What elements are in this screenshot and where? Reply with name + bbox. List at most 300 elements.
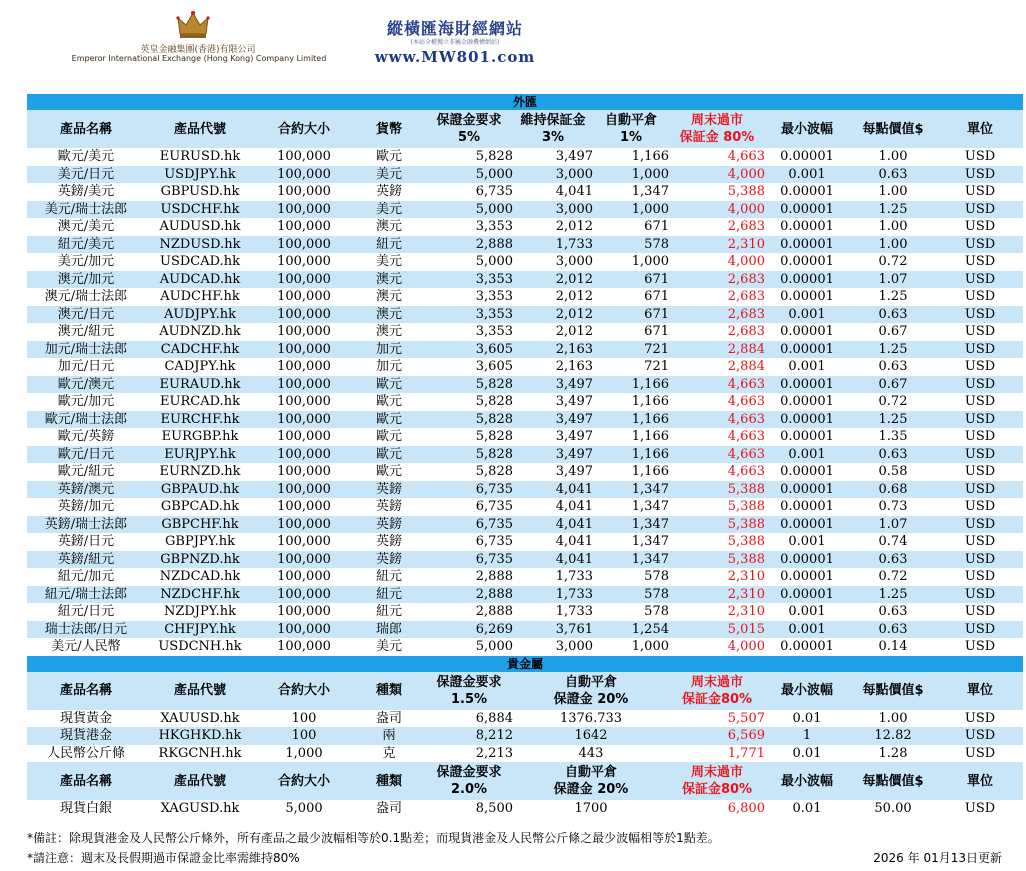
fx-product-code: GBPUSD.hk bbox=[160, 184, 240, 199]
silver-header-type: 種類 bbox=[353, 762, 425, 800]
site-title: 縱橫匯海財經網站 bbox=[386, 19, 523, 38]
fx-header-name: 產品名稱 bbox=[27, 110, 145, 148]
metals-contract-size: 100 bbox=[255, 727, 353, 745]
fx-per-point-value: 1.25 bbox=[849, 201, 937, 219]
fx-weekend-margin: 2,683 bbox=[727, 289, 765, 304]
silver-auto-close: 1700 bbox=[574, 801, 608, 816]
fx-product-name: 歐元/英鎊 bbox=[57, 429, 115, 444]
fx-product-code: CADCHF.hk bbox=[145, 341, 255, 359]
fx-per-point-value: 1.00 bbox=[849, 236, 937, 254]
silver-header-auto bbox=[513, 762, 669, 800]
fx-min-tick: 0.00001 bbox=[780, 289, 834, 304]
metals-product-code: XAUUSD.hk bbox=[160, 710, 240, 726]
fx-row bbox=[27, 218, 1023, 236]
fx-weekend-margin: 4,000 bbox=[727, 639, 765, 654]
fx-currency: 歐元 bbox=[375, 429, 402, 444]
fx-margin-req: 5,000 bbox=[475, 254, 513, 269]
fx-auto-close: 1,166 bbox=[593, 376, 669, 394]
fx-header-currency: 貨幣 bbox=[353, 110, 425, 148]
fx-min-tick: 0.00001 bbox=[780, 639, 834, 654]
fx-maint-margin: 4,041 bbox=[513, 481, 593, 499]
silver-header-auto-pct: 保證金 20% bbox=[553, 782, 629, 797]
fx-weekend-margin: 5,388 bbox=[669, 481, 765, 499]
metals-header-unit: 單位 bbox=[937, 672, 1023, 710]
fx-product-name: 英鎊/日元 bbox=[57, 534, 115, 549]
metals-margin-req: 6,884 bbox=[475, 710, 513, 726]
fx-per-point-value: 0.74 bbox=[878, 534, 908, 549]
fx-row bbox=[27, 271, 1023, 289]
fx-margin-req: 5,828 bbox=[475, 149, 513, 164]
metals-type: 盎司 bbox=[375, 710, 402, 726]
fx-currency: 美元 bbox=[375, 639, 402, 654]
fx-contract-size: 100,000 bbox=[255, 551, 353, 569]
fx-per-point-value: 1.25 bbox=[849, 341, 937, 359]
fx-product-code: GBPJPY.hk bbox=[165, 534, 235, 549]
fx-row bbox=[27, 393, 1023, 411]
fx-margin-req: 5,000 bbox=[425, 201, 513, 219]
fx-auto-close: 1,000 bbox=[593, 201, 669, 219]
fx-product-name: 英鎊/澳元 bbox=[27, 481, 145, 499]
metals-header-auto-pct: 保證金 20% bbox=[553, 691, 629, 707]
fx-margin-req: 6,735 bbox=[425, 551, 513, 569]
fx-currency: 英鎊 bbox=[375, 534, 402, 549]
fx-contract-size: 100,000 bbox=[255, 376, 353, 394]
fx-contract-size: 100,000 bbox=[255, 236, 353, 254]
fx-per-point-value: 0.67 bbox=[878, 324, 908, 339]
fx-product-code: USDCNH.hk bbox=[158, 639, 242, 654]
fx-unit: USD bbox=[937, 516, 1023, 534]
fx-maint-margin: 1,733 bbox=[555, 604, 593, 619]
fx-unit: USD bbox=[964, 254, 996, 269]
metals-product-code: HKGHKD.hk bbox=[145, 727, 255, 745]
fx-currency: 英鎊 bbox=[375, 499, 402, 514]
fx-header-auto bbox=[593, 110, 669, 148]
silver-header-margin-label: 保證金要求 bbox=[436, 765, 502, 780]
fx-auto-close: 578 bbox=[593, 236, 669, 254]
silver-product-code: XAGUSD.hk bbox=[160, 801, 240, 816]
fx-maint-margin: 3,000 bbox=[555, 254, 593, 269]
metals-header-weekend bbox=[669, 672, 765, 710]
fx-per-point-value: 1.25 bbox=[849, 411, 937, 429]
metals-unit: USD bbox=[964, 710, 996, 726]
fx-currency: 歐元 bbox=[375, 149, 402, 164]
fx-row bbox=[27, 148, 1023, 166]
fx-margin-req: 2,888 bbox=[475, 604, 513, 619]
fx-contract-size: 100,000 bbox=[255, 621, 353, 639]
fx-currency: 歐元 bbox=[353, 446, 425, 464]
fx-per-point-value: 0.14 bbox=[878, 639, 908, 654]
fx-maint-margin: 3,497 bbox=[513, 376, 593, 394]
metals-auto-close: 1642 bbox=[513, 727, 669, 745]
fx-auto-close: 671 bbox=[644, 289, 669, 304]
fx-currency: 英鎊 bbox=[353, 516, 425, 534]
silver-header-name: 產品名稱 bbox=[27, 762, 145, 800]
fx-per-point-value: 0.63 bbox=[849, 551, 937, 569]
fx-currency: 澳元 bbox=[375, 289, 402, 304]
fx-product-code: GBPNZD.hk bbox=[145, 551, 255, 569]
fx-per-point-value: 1.25 bbox=[849, 586, 937, 604]
fx-weekend-margin: 2,884 bbox=[727, 359, 765, 374]
fx-weekend-margin: 2,310 bbox=[727, 604, 765, 619]
metals-row bbox=[27, 727, 1023, 745]
fx-auto-close: 1,347 bbox=[593, 481, 669, 499]
metals-header-per-point: 每點價值$ bbox=[849, 672, 937, 710]
fx-auto-close: 1,166 bbox=[593, 446, 669, 464]
fx-contract-size: 100,000 bbox=[255, 166, 353, 184]
fx-contract-size: 100,000 bbox=[277, 499, 331, 514]
fx-row bbox=[27, 253, 1023, 271]
fx-auto-close: 1,166 bbox=[631, 429, 669, 444]
fx-weekend-margin: 2,310 bbox=[669, 236, 765, 254]
silver-weekend-margin: 6,800 bbox=[727, 801, 765, 816]
fx-header-maint bbox=[513, 110, 593, 148]
fx-header-unit: 單位 bbox=[937, 110, 1023, 148]
fx-maint-margin: 1,733 bbox=[513, 586, 593, 604]
fx-header-auto-pct: 1% bbox=[619, 130, 643, 145]
fx-maint-margin: 3,000 bbox=[555, 639, 593, 654]
fx-header-code: 產品代號 bbox=[145, 110, 255, 148]
fx-product-name: 美元/加元 bbox=[57, 254, 115, 269]
fx-min-tick: 0.001 bbox=[765, 446, 849, 464]
metals-contract-size: 100 bbox=[291, 710, 317, 726]
fx-product-code: AUDCAD.hk bbox=[145, 271, 255, 289]
fx-auto-close: 671 bbox=[593, 306, 669, 324]
fx-min-tick: 0.00001 bbox=[765, 201, 849, 219]
fx-product-name: 歐元/加元 bbox=[57, 394, 115, 409]
fx-maint-margin: 3,761 bbox=[513, 621, 593, 639]
metals-row bbox=[27, 710, 1023, 728]
fx-weekend-margin: 2,683 bbox=[727, 324, 765, 339]
fx-unit: USD bbox=[937, 621, 1023, 639]
fx-maint-margin: 2,163 bbox=[513, 341, 593, 359]
fx-margin-req: 3,605 bbox=[425, 341, 513, 359]
fx-row bbox=[27, 463, 1023, 481]
metals-header-row bbox=[27, 672, 1023, 710]
fx-weekend-margin: 5,388 bbox=[727, 534, 765, 549]
fx-product-code: NZDCHF.hk bbox=[145, 586, 255, 604]
fx-product-name: 歐元/澳元 bbox=[27, 376, 145, 394]
fx-header-min-tick: 最小波幅 bbox=[765, 110, 849, 148]
footnote-tick-size: *備註：除現貨港金及人民幣公斤條外，所有產品之最少波幅相等於0.1點差；而現貨港金及人民幣公斤條之最少波幅相等於1點差。 bbox=[27, 831, 720, 845]
silver-per-point-value: 50.00 bbox=[874, 801, 912, 816]
fx-maint-margin: 2,012 bbox=[513, 271, 593, 289]
fx-product-code: GBPCHF.hk bbox=[145, 516, 255, 534]
fx-contract-size: 100,000 bbox=[255, 446, 353, 464]
silver-header-unit: 單位 bbox=[937, 762, 1023, 800]
fx-margin-req: 5,000 bbox=[425, 166, 513, 184]
silver-row bbox=[27, 800, 1023, 818]
fx-auto-close: 1,166 bbox=[631, 394, 669, 409]
fx-contract-size: 100,000 bbox=[255, 341, 353, 359]
fx-min-tick: 0.001 bbox=[765, 621, 849, 639]
fx-product-code: NZDUSD.hk bbox=[145, 236, 255, 254]
fx-product-code: GBPAUD.hk bbox=[145, 481, 255, 499]
fx-auto-close: 1,347 bbox=[631, 184, 669, 199]
fx-auto-close: 721 bbox=[593, 341, 669, 359]
fx-currency: 歐元 bbox=[353, 411, 425, 429]
metals-section-bar bbox=[27, 656, 1023, 672]
fx-unit: USD bbox=[964, 149, 996, 164]
fx-weekend-margin: 4,663 bbox=[727, 149, 765, 164]
fx-unit: USD bbox=[964, 359, 996, 374]
metals-unit: USD bbox=[964, 745, 996, 761]
fx-row bbox=[27, 201, 1023, 219]
fx-maint-margin: 4,041 bbox=[513, 551, 593, 569]
fx-margin-req: 5,828 bbox=[475, 429, 513, 444]
fx-contract-size: 100,000 bbox=[277, 569, 331, 584]
fx-product-name: 加元/日元 bbox=[57, 359, 115, 374]
metals-margin-req: 2,213 bbox=[475, 745, 513, 761]
fx-product-name: 英鎊/加元 bbox=[57, 499, 115, 514]
fx-per-point-value: 0.73 bbox=[878, 499, 908, 514]
company-name-zh: 英皇金融集團(香港)有限公司 bbox=[140, 45, 256, 55]
fx-contract-size: 100,000 bbox=[277, 464, 331, 479]
fx-product-code: EURUSD.hk bbox=[159, 149, 241, 164]
metals-product-name: 現貨港金 bbox=[27, 727, 145, 745]
fx-margin-req: 5,828 bbox=[425, 446, 513, 464]
silver-contract-size: 5,000 bbox=[285, 801, 323, 816]
fx-contract-size: 100,000 bbox=[277, 254, 331, 269]
silver-header-code: 產品代號 bbox=[145, 762, 255, 800]
fx-weekend-margin: 5,388 bbox=[669, 551, 765, 569]
fx-contract-size: 100,000 bbox=[277, 639, 331, 654]
silver-product-name: 現貨白銀 bbox=[59, 801, 112, 816]
fx-currency: 澳元 bbox=[375, 219, 402, 234]
fx-contract-size: 100,000 bbox=[277, 219, 331, 234]
metals-product-name: 現貨黃金 bbox=[59, 710, 112, 726]
fx-maint-margin: 2,163 bbox=[555, 359, 593, 374]
fx-weekend-margin: 4,663 bbox=[727, 429, 765, 444]
fx-weekend-margin: 2,683 bbox=[727, 219, 765, 234]
fx-per-point-value: 0.63 bbox=[849, 621, 937, 639]
fx-unit: USD bbox=[937, 481, 1023, 499]
fx-maint-margin: 3,497 bbox=[555, 464, 593, 479]
fx-row bbox=[27, 288, 1023, 306]
fx-row bbox=[27, 498, 1023, 516]
fx-auto-close: 1,000 bbox=[631, 254, 669, 269]
fx-currency: 澳元 bbox=[375, 324, 402, 339]
fx-per-point-value: 0.72 bbox=[878, 254, 908, 269]
fx-weekend-margin: 5,388 bbox=[669, 516, 765, 534]
fx-margin-req: 6,735 bbox=[475, 184, 513, 199]
metals-header-auto-label: 自動平倉 bbox=[564, 674, 617, 690]
fx-row bbox=[27, 481, 1023, 499]
fx-row bbox=[27, 411, 1023, 429]
fx-contract-size: 100,000 bbox=[277, 534, 331, 549]
fx-product-code: EURCAD.hk bbox=[160, 394, 240, 409]
fx-currency: 美元 bbox=[353, 166, 425, 184]
fx-auto-close: 578 bbox=[644, 569, 669, 584]
metals-weekend-margin: 5,507 bbox=[727, 710, 765, 726]
fx-product-name: 美元/日元 bbox=[27, 166, 145, 184]
margin-table bbox=[27, 94, 1023, 818]
fx-weekend-margin: 4,000 bbox=[669, 166, 765, 184]
fx-margin-req: 3,605 bbox=[475, 359, 513, 374]
fx-row bbox=[27, 586, 1023, 604]
fx-unit: USD bbox=[964, 464, 996, 479]
fx-unit: USD bbox=[964, 394, 996, 409]
fx-row bbox=[27, 638, 1023, 656]
fx-margin-req: 2,888 bbox=[475, 569, 513, 584]
fx-header-margin-label: 保證金要求 bbox=[436, 113, 502, 128]
fx-weekend-margin: 5,388 bbox=[727, 184, 765, 199]
fx-contract-size: 100,000 bbox=[255, 306, 353, 324]
fx-auto-close: 671 bbox=[644, 219, 669, 234]
fx-product-code: CADJPY.hk bbox=[164, 359, 236, 374]
fx-contract-size: 100,000 bbox=[255, 201, 353, 219]
fx-product-name: 澳元/瑞士法郎 bbox=[44, 289, 128, 304]
silver-header-margin-pct: 2.0% bbox=[450, 782, 488, 797]
fx-product-name: 瑞士法郎/日元 bbox=[27, 621, 145, 639]
fx-unit: USD bbox=[964, 604, 996, 619]
fx-maint-margin: 3,497 bbox=[513, 411, 593, 429]
silver-margin-req: 8,500 bbox=[475, 801, 513, 816]
metals-product-code: RKGCNH.hk bbox=[158, 745, 242, 761]
fx-row bbox=[27, 166, 1023, 184]
fx-currency: 英鎊 bbox=[375, 184, 402, 199]
fx-row bbox=[27, 533, 1023, 551]
fx-section-bar bbox=[27, 94, 1023, 110]
fx-contract-size: 100,000 bbox=[255, 271, 353, 289]
fx-per-point-value: 1.00 bbox=[878, 149, 908, 164]
fx-row bbox=[27, 358, 1023, 376]
fx-auto-close: 1,000 bbox=[593, 166, 669, 184]
fx-currency: 澳元 bbox=[353, 271, 425, 289]
fx-min-tick: 0.001 bbox=[788, 359, 826, 374]
metals-contract-size: 1,000 bbox=[285, 745, 323, 761]
fx-product-code: CHFJPY.hk bbox=[145, 621, 255, 639]
fx-maint-margin: 4,041 bbox=[555, 184, 593, 199]
fx-per-point-value: 1.35 bbox=[878, 429, 908, 444]
metals-auto-close: 443 bbox=[578, 745, 604, 761]
silver-unit: USD bbox=[964, 801, 996, 816]
silver-header-weekend-label: 周末過市 bbox=[690, 765, 743, 780]
fx-weekend-margin: 4,663 bbox=[669, 446, 765, 464]
metals-per-point-value: 1.00 bbox=[878, 710, 908, 726]
fx-row bbox=[27, 603, 1023, 621]
fx-weekend-margin: 4,663 bbox=[727, 464, 765, 479]
metals-header-min-tick: 最小波幅 bbox=[765, 672, 849, 710]
fx-min-tick: 0.00001 bbox=[765, 516, 849, 534]
fx-min-tick: 0.00001 bbox=[780, 219, 834, 234]
fx-maint-margin: 2,012 bbox=[513, 306, 593, 324]
fx-row bbox=[27, 516, 1023, 534]
fx-per-point-value: 0.63 bbox=[849, 306, 937, 324]
fx-margin-req: 6,735 bbox=[475, 534, 513, 549]
fx-header-row bbox=[27, 110, 1023, 148]
fx-currency: 歐元 bbox=[375, 394, 402, 409]
fx-header-margin bbox=[425, 110, 513, 148]
fx-header-weekend bbox=[669, 110, 765, 148]
fx-product-code: USDCAD.hk bbox=[160, 254, 240, 269]
fx-section-title: 外匯 bbox=[27, 94, 1023, 110]
fx-product-code: EURGBP.hk bbox=[161, 429, 239, 444]
fx-maint-margin: 2,012 bbox=[555, 289, 593, 304]
fx-row bbox=[27, 621, 1023, 639]
fx-row bbox=[27, 236, 1023, 254]
fx-currency: 美元 bbox=[353, 201, 425, 219]
fx-per-point-value: 0.72 bbox=[878, 394, 908, 409]
fx-min-tick: 0.00001 bbox=[780, 324, 834, 339]
fx-contract-size: 100,000 bbox=[277, 324, 331, 339]
fx-per-point-value: 0.72 bbox=[878, 569, 908, 584]
metals-min-tick: 1 bbox=[765, 727, 849, 745]
fx-weekend-margin: 4,663 bbox=[669, 376, 765, 394]
fx-currency: 英鎊 bbox=[353, 551, 425, 569]
site-url[interactable]: www.MW801.com bbox=[374, 48, 536, 66]
fx-min-tick: 0.00001 bbox=[780, 499, 834, 514]
fx-unit: USD bbox=[964, 429, 996, 444]
fx-per-point-value: 1.07 bbox=[849, 271, 937, 289]
fx-auto-close: 671 bbox=[644, 324, 669, 339]
fx-min-tick: 0.00001 bbox=[780, 149, 834, 164]
fx-margin-req: 3,353 bbox=[425, 271, 513, 289]
fx-product-name: 澳元/日元 bbox=[27, 306, 145, 324]
fx-contract-size: 100,000 bbox=[255, 586, 353, 604]
fx-maint-margin: 3,497 bbox=[555, 394, 593, 409]
fx-product-name: 歐元/日元 bbox=[27, 446, 145, 464]
metals-type: 兩 bbox=[353, 727, 425, 745]
fx-maint-margin: 4,041 bbox=[555, 534, 593, 549]
fx-margin-req: 3,353 bbox=[475, 324, 513, 339]
fx-product-name: 澳元/美元 bbox=[57, 219, 115, 234]
metals-header-type: 種類 bbox=[353, 672, 425, 710]
fx-min-tick: 0.00001 bbox=[765, 236, 849, 254]
metals-product-name: 人民幣公斤條 bbox=[46, 745, 125, 761]
fx-product-code: AUDCHF.hk bbox=[160, 289, 240, 304]
fx-product-code: EURNZD.hk bbox=[159, 464, 241, 479]
fx-contract-size: 100,000 bbox=[255, 516, 353, 534]
silver-min-tick: 0.01 bbox=[792, 801, 822, 816]
fx-margin-req: 6,735 bbox=[425, 481, 513, 499]
fx-maint-margin: 3,497 bbox=[513, 446, 593, 464]
fx-contract-size: 100,000 bbox=[277, 429, 331, 444]
fx-product-name: 紐元/美元 bbox=[27, 236, 145, 254]
metals-type: 克 bbox=[382, 745, 396, 761]
fx-currency: 澳元 bbox=[353, 306, 425, 324]
fx-maint-margin: 3,497 bbox=[555, 429, 593, 444]
fx-currency: 瑞郎 bbox=[353, 621, 425, 639]
fx-unit: USD bbox=[937, 236, 1023, 254]
fx-maint-margin: 1,733 bbox=[555, 569, 593, 584]
fx-per-point-value: 1.25 bbox=[878, 289, 908, 304]
metals-header-weekend-pct: 保証金80% bbox=[681, 691, 753, 707]
fx-margin-req: 3,353 bbox=[425, 306, 513, 324]
fx-header-margin-pct: 5% bbox=[457, 130, 481, 145]
fx-margin-req: 2,888 bbox=[425, 586, 513, 604]
fx-per-point-value: 0.63 bbox=[849, 166, 937, 184]
fx-currency: 加元 bbox=[353, 341, 425, 359]
fx-min-tick: 0.00001 bbox=[765, 551, 849, 569]
metals-min-tick: 0.01 bbox=[792, 710, 822, 726]
metals-per-point-value: 1.28 bbox=[878, 745, 908, 761]
fx-unit: USD bbox=[964, 289, 996, 304]
fx-weekend-margin: 5,015 bbox=[669, 621, 765, 639]
fx-per-point-value: 1.00 bbox=[878, 184, 908, 199]
fx-min-tick: 0.00001 bbox=[765, 481, 849, 499]
fx-weekend-margin: 2,884 bbox=[669, 341, 765, 359]
silver-type: 盎司 bbox=[375, 801, 402, 816]
silver-header-contract: 合約大小 bbox=[255, 762, 353, 800]
fx-maint-margin: 2,012 bbox=[555, 219, 593, 234]
fx-row bbox=[27, 341, 1023, 359]
page-header bbox=[0, 0, 1026, 92]
fx-header-weekend-label: 周末過市 bbox=[690, 113, 743, 128]
fx-contract-size: 100,000 bbox=[255, 411, 353, 429]
fx-product-name: 歐元/美元 bbox=[57, 149, 115, 164]
fx-unit: USD bbox=[964, 219, 996, 234]
metals-header-margin-pct: 1.5% bbox=[450, 691, 488, 707]
